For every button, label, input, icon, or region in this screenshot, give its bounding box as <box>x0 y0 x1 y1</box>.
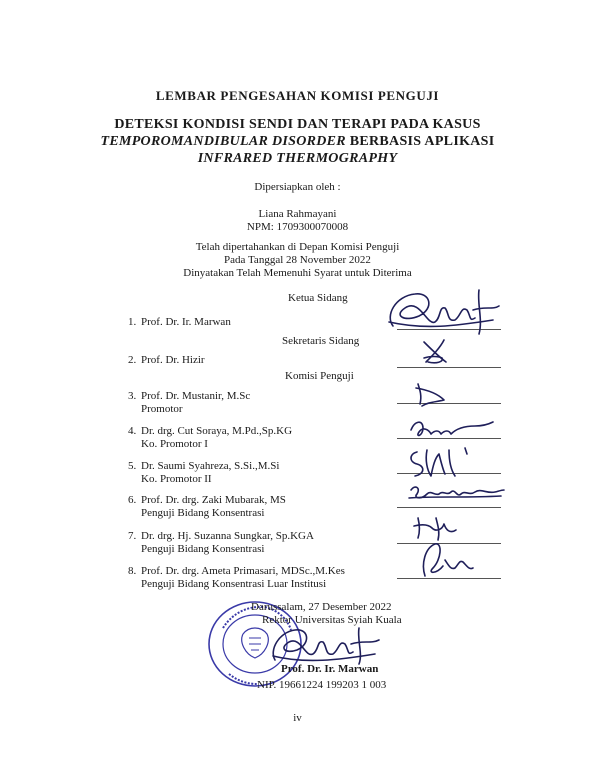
signature-3 <box>410 380 450 410</box>
defense-line-2: Pada Tanggal 28 November 2022 <box>224 254 371 266</box>
signature-6 <box>405 480 505 504</box>
member-name: Prof. Dr. drg. Ameta Primasari, MDSc.,M.Kes <box>141 565 345 577</box>
defense-line-1: Telah dipertahankan di Depan Komisi Penguji <box>195 241 400 253</box>
thesis-title-line-1: DETEKSI KONDISI SENDI DAN TERAPI PADA KASUS <box>114 117 481 132</box>
rector-position: Rektor Universitas Syiah Kuala <box>262 614 402 626</box>
member-name: Prof. Dr. Ir. Marwan <box>141 316 231 328</box>
place-date: Darussalam, 27 Desember 2022 <box>251 601 392 613</box>
signature-8 <box>415 540 475 580</box>
page-number: iv <box>293 712 302 724</box>
signature-1 <box>375 286 505 338</box>
member-role: Promotor <box>141 403 183 415</box>
member-name: Prof. Dr. drg. Zaki Mubarak, MS <box>141 494 286 506</box>
thesis-title-line-2 <box>0 133 595 150</box>
rector-name: Prof. Dr. Ir. Marwan <box>281 663 379 675</box>
member-number: 1. <box>128 316 137 328</box>
signature-5 <box>405 446 475 480</box>
member-number: 5. <box>128 460 137 472</box>
signature-7 <box>412 512 462 542</box>
committee-heading: Komisi Penguji <box>285 370 354 382</box>
member-role: Ko. Promotor I <box>141 438 208 450</box>
member-number: 8. <box>128 565 137 577</box>
rector-nip: NIP. 19661224 199203 1 003 <box>257 679 387 691</box>
chair-heading: Ketua Sidang <box>288 292 348 304</box>
page-title: LEMBAR PENGESAHAN KOMISI PENGUJI <box>155 88 440 103</box>
author-npm: NPM: 1709300070008 <box>246 221 349 233</box>
secretary-heading: Sekretaris Sidang <box>282 335 360 347</box>
member-name: Dr. drg. Hj. Suzanna Sungkar, Sp.KGA <box>141 530 314 542</box>
member-number: 2. <box>128 354 137 366</box>
member-number: 6. <box>128 494 137 506</box>
member-number: 7. <box>128 530 137 542</box>
thesis-title-italic: TEMPOROMANDIBULAR DISORDER <box>100 134 346 149</box>
member-role: Penguji Bidang Konsentrasi <box>141 507 265 519</box>
member-name: Dr. drg. Cut Soraya, M.Pd.,Sp.KG <box>141 425 293 437</box>
member-number: 4. <box>128 425 137 437</box>
member-role: Penguji Bidang Konsentrasi <box>141 543 265 555</box>
member-name: Prof. Dr. Mustanir, M.Sc <box>141 390 251 402</box>
signature-line <box>397 367 501 368</box>
rector-signature <box>265 626 385 666</box>
signature-2 <box>420 338 450 366</box>
member-role: Ko. Promotor II <box>141 473 212 485</box>
prepared-by-label: Dipersiapkan oleh : <box>254 181 341 193</box>
signature-line <box>397 507 501 508</box>
thesis-title-line-3: INFRARED THERMOGRAPHY <box>197 151 398 166</box>
defense-line-3: Dinyatakan Telah Memenuhi Syarat untuk Diterima <box>183 267 412 279</box>
member-number: 3. <box>128 390 137 402</box>
signature-4 <box>405 416 495 442</box>
author-name: Liana Rahmayani <box>258 208 337 220</box>
member-name: Prof. Dr. Hizir <box>141 354 205 366</box>
member-name: Dr. Saumi Syahreza, S.Si.,M.Si <box>141 460 280 472</box>
member-role: Penguji Bidang Konsentrasi Luar Institusi <box>141 578 327 590</box>
thesis-title-rest: BERBASIS APLIKASI <box>345 134 495 149</box>
